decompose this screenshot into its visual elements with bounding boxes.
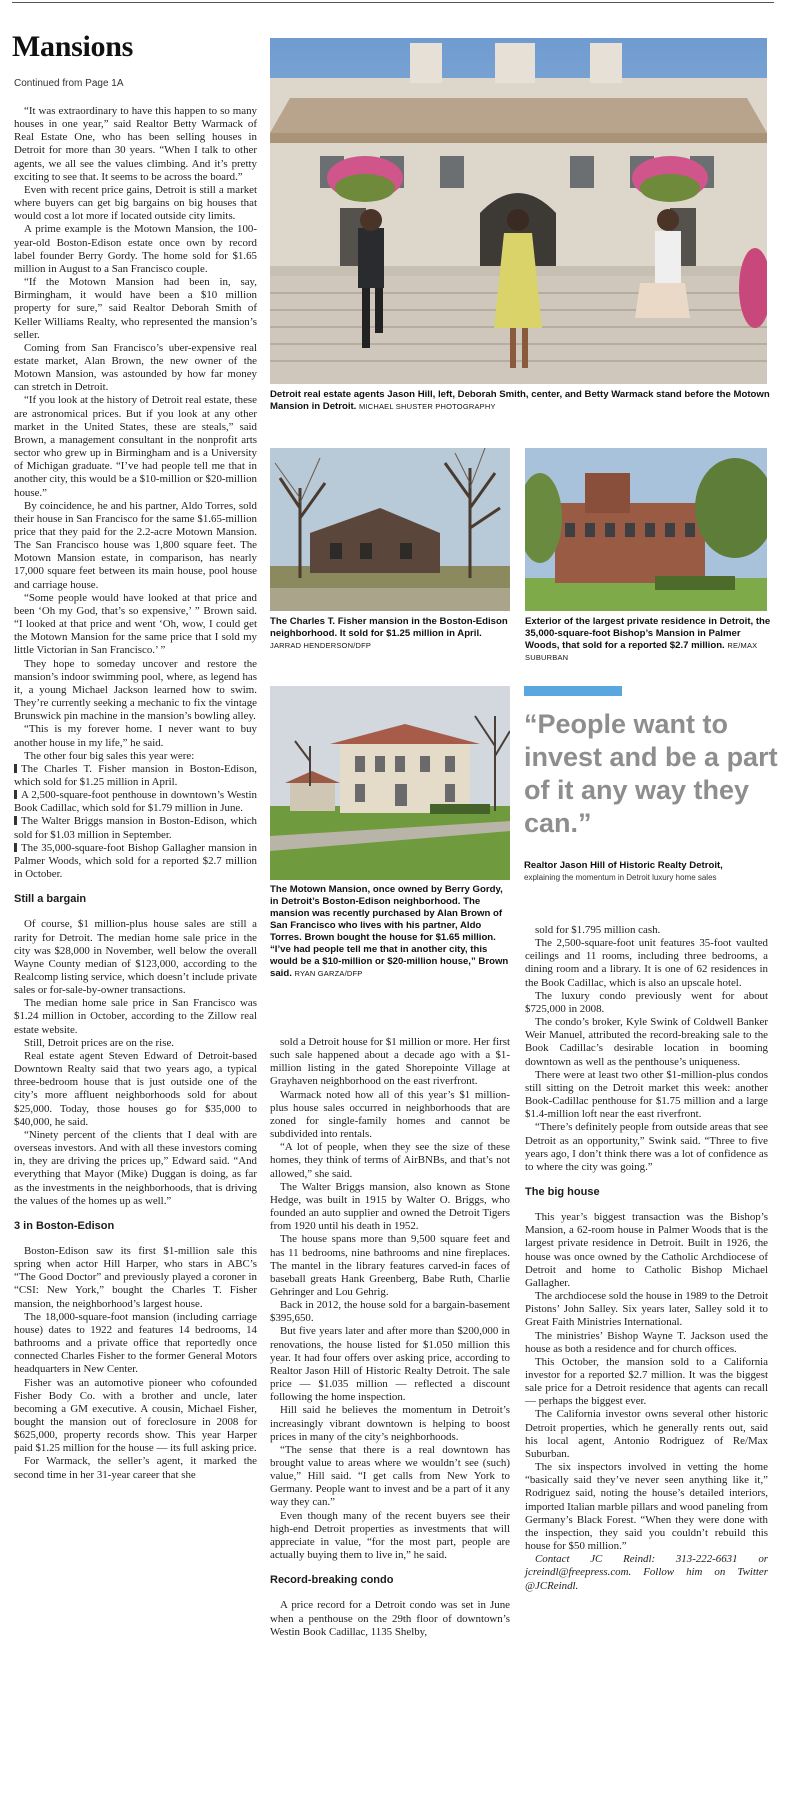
paragraph: The 2,500-square-foot unit features 35-foot vaulted ceilings and 11 rooms, including three bedrooms, a dining room and a library. It is one of 62 residences in the Book Cadillac, which is also an upscale hotel.	[525, 937, 768, 989]
caption-fisher-credit: JARRAD HENDERSON/DFP	[270, 641, 372, 650]
pullquote-subtext: explaining the momentum in Detroit luxury home sales	[524, 873, 717, 882]
paragraph: “Ninety percent of the clients that I deal with are overseas investors. And with all these investors coming in, they are driving the prices up,” Edward said. “And everything that Mayor (Mike) Duggan is doing, as far as the investments in the neighborhoods, that is driving the values of the homes up as well.”	[14, 1128, 257, 1207]
paragraph: They hope to someday uncover and restore the mansion’s indoor swimming pool, where, as legend has it, a young Michael Jackson learned how to swim. They’re currently seeking a mechanic to fix the vintage Brunswick pin machine in the mansion’s bowling alley.	[14, 657, 257, 723]
paragraph: Even with recent price gains, Detroit is still a market where buyers can get big bargains on big houses that would cost a lot more if located outside city limits.	[14, 183, 257, 223]
paragraph: The California investor owns several other historic Detroit properties, which he generally rents out, said his local agent, Antonio Rodriguez of Re/Max Suburban.	[525, 1408, 768, 1460]
paragraph: “This is my forever home. I never want to buy another house in my life,” he said.	[14, 723, 257, 749]
paragraph: Warmack noted how all of this year’s $1 million-plus house sales occurred in neighborhoods that are zoned for single-family homes and cannot be subdivided into rentals.	[270, 1088, 510, 1141]
bullet-text: A 2,500-square-foot penthouse in downtown’s Westin Book Cadillac, which sold for $1.79 million in June.	[14, 789, 257, 815]
headline: Mansions	[12, 30, 133, 63]
paragraph: Of course, $1 million-plus house sales are still a rarity for Detroit. The median home sale price in the city was $28,000 in November, well below the overall Wayne County median of $123,000, according to the Realcomp listing service, which doesn’t include private sales or for-sale-by-owner transactions.	[14, 918, 257, 997]
paragraph: There were at least two other $1-million-plus condos still sitting on the Detroit market this week: another Book-Cadillac penthouse for $1.75 million and a large $1.4-million loft near the east riverfront.	[525, 1068, 768, 1121]
paragraph: Boston-Edison saw its first $1-million sale this spring when actor Hill Harper, who stars in ABC’s “The Good Doctor” and previously played a coroner in “CSI: New York,” bought the Charles T. Fisher mansion, the neighborhood’s largest house.	[14, 1244, 257, 1310]
paragraph: A prime example is the Motown Mansion, the 100-year-old Boston-Edison estate once own by record label founder Berry Gordy. The home sold for $1.65 million in August to a San Francisco couple.	[14, 223, 257, 275]
paragraph: The luxury condo previously went for about $725,000 in 2008.	[525, 989, 768, 1015]
bullet-text: The Walter Briggs mansion in Boston-Edison, which sold for $1.03 million in September.	[14, 815, 257, 841]
paragraph: The condo’s broker, Kyle Swink of Coldwell Banker Weir Manuel, attributed the record-breaking sale to the Book Cadillac’s desirable location in booming downtown as well as the penthouse’s uniqueness.	[525, 1016, 768, 1068]
article-column-1	[14, 105, 257, 1482]
caption-fisher-text: The Charles T. Fisher mansion in the Boston-Edison neighborhood. It sold for $1.25 million in April.	[270, 616, 508, 639]
subhead-still-a-bargain: Still a bargain	[14, 893, 87, 906]
article-column-3	[525, 924, 768, 1593]
bullet-item	[14, 815, 257, 841]
bullet-marker	[14, 816, 17, 825]
author-signoff: Contact JC Reindl: 313-222-6631 or jcreindl@freepress.com. Follow him on Twitter @JCReindl.	[525, 1553, 768, 1592]
paragraph: The Walter Briggs mansion, also known as Stone Hedge, was built in 1915 by Walter O. Briggs, who founded an auto supplier and owned the Detroit Tigers from 1920 until his death in 1952.	[270, 1180, 510, 1233]
bullet-marker	[14, 764, 17, 773]
paragraph: “If the Motown Mansion had been in, say, Birmingham, it would have been a $10 million property for sure,” said Realtor Deborah Smith of Keller Williams Realty, who represented the mansion’s seller.	[14, 276, 257, 341]
caption-main-text: Detroit real estate agents Jason Hill, left, Deborah Smith, center, and Betty Warmack stand before the Motown Mansion in Detroit.	[270, 389, 770, 412]
caption-motown-credit: RYAN GARZA/DFP	[294, 969, 363, 978]
bullet-marker	[14, 843, 17, 852]
paragraph: The house spans more than 9,500 square feet and has 11 bedrooms, nine bathrooms and nine fireplaces. The mantel in the library features carved-in faces of baseball greats Hank Greenberg, Babe Ruth, Charlie Gehringer and Lou Gehrig.	[270, 1233, 510, 1298]
caption-bishop	[525, 616, 775, 664]
article-column-2	[270, 1036, 510, 1639]
paragraph: Coming from San Francisco’s uber-expensive real estate market, Alan Brown, the new owner of the Motown Mansion, was astounded by how far money can stretch in Detroit.	[14, 341, 257, 394]
paragraph: Real estate agent Steven Edward of Detroit-based Downtown Realty said that two years ago, a typical three-bedroom house that is just outside one of the city’s more affluent neighborhoods sold for about $25,000. Today, those houses go for $35,000 to $40,000, he said.	[14, 1049, 257, 1128]
bullet-text: The 35,000-square-foot Bishop Gallagher mansion in Palmer Woods, which sold for a reported $2.7 million in October.	[14, 841, 257, 881]
paragraph: “Some people would have looked at that price and been ‘Oh my God, that’s so expensive,’ ” Brown said. “I looked at that price and went ‘Oh, wow, I could get the Motown Mansion for the same price that I sold my little Victorian in San Francisco.’ ”	[14, 591, 257, 657]
bullet-text: The Charles T. Fisher mansion in Boston-Edison, which sold for $1.25 million in April.	[14, 762, 257, 788]
paragraph: A price record for a Detroit condo was set in June when a penthouse on the 29th floor of downtown’s Westin Book Cadillac, 1135 Shelby,	[270, 1599, 510, 1638]
pullquote-accent-bar	[524, 686, 622, 696]
pullquote-attribution: Realtor Jason Hill of Historic Realty Detroit,	[524, 860, 723, 871]
paragraph: The ministries’ Bishop Wayne T. Jackson used the house as both a residence and for church offices.	[525, 1329, 768, 1355]
paragraph: sold for $1.795 million cash.	[535, 924, 661, 936]
caption-main	[270, 389, 770, 413]
caption-bishop-credit: RE/MAX SUBURBAN	[525, 641, 758, 662]
photo-fisher-mansion	[270, 448, 510, 611]
paragraph: The archdiocese sold the house in 1989 to the Detroit Pistons’ John Salley. Six years later, Salley sold it to Great Faith Ministries International.	[525, 1290, 768, 1329]
caption-main-credit: MICHAEL SHUSTER PHOTOGRAPHY	[359, 402, 496, 411]
bullet-item	[14, 763, 257, 789]
caption-motown	[270, 884, 510, 980]
paragraph: “There’s definitely people from outside areas that see Detroit as an opportunity,” Swink said. “Three to five years ago, I don’t think there was a lot of confidence as to where the city was going.”	[525, 1121, 768, 1173]
paragraph: “The sense that there is a real downtown has brought value to areas where we wouldn’t see (such) value,” Hill said. “I get calls from New York to Germany. People want to invest and be a part of it any way they can.”	[270, 1443, 510, 1509]
paragraph: By coincidence, he and his partner, Aldo Torres, sold their house in San Francisco for the same $1.65-million price that they paid for the 2.2-acre Motown Mansion. The San Francisco house was 1,800 square feet. The Motown Mansion estate, in comparison, has nearly 17,000 square feet between its main house, pool house and carriage house.	[14, 499, 257, 591]
paragraph: “It was extraordinary to have this happen to so many houses in one year,” said Realtor Betty Warmack of Real Estate One, who has been selling houses in Detroit for more than 30 years. “When I talk to other agents, we all see the values climbing. And it’s pretty exciting to see that. It seems to be across the board.”	[14, 105, 257, 183]
paragraph: sold a Detroit house for $1 million or more. Her first such sale happened about a decade ago with a $1-million listing in the gated Shorepointe Village at Grayhaven neighborhood on the east riverfront.	[270, 1036, 510, 1088]
paragraph: Even though many of the recent buyers see their high-end Detroit properties as investments that will appreciate in value, “for the most part, people are actually buying them to live in,” he said.	[270, 1509, 510, 1562]
photo-motown-mansion	[270, 686, 510, 880]
paragraph: This year’s biggest transaction was the Bishop’s Mansion, a 62-room house in Palmer Woods that is the largest private residence in Detroit. Built in 1926, the house was once owned by the Catholic Archdiocese of Detroit and home to Catholic Bishop Michael Gallagher.	[525, 1211, 768, 1289]
paragraph: The 18,000-square-foot mansion (including carriage house) dates to 1922 and features 14 bedrooms, 14 bathrooms and a private office that reportedly once connected Charles Fisher to the former General Motors headquarters in New Center.	[14, 1310, 257, 1376]
pullquote-text: “People want to invest and be a part of it any way they can.”	[524, 709, 778, 838]
bullet-item	[14, 842, 257, 881]
paragraph: Hill said he believes the momentum in Detroit’s increasingly vibrant downtown is helping to boost prices in many of the city’s neighborhoods.	[270, 1404, 510, 1443]
paragraph: Still, Detroit prices are on the rise.	[24, 1036, 175, 1049]
photo-bishop-mansion	[525, 448, 767, 611]
top-rule	[12, 2, 774, 3]
paragraph: For Warmack, the seller’s agent, it marked the second time in her 31-year career that she	[14, 1455, 257, 1481]
paragraph: “If you look at the history of Detroit real estate, these are astronomical prices. But if you look at any other market in the United States, these are steals,” said Brown, a management consultant in the nonprofit arts sector who grew up in Birmingham and is a University of Michigan graduate. “I’ve had people tell me that in another city, this would be a $10-million or $20-million house.”	[14, 394, 257, 499]
paragraph: The other four big sales this year were:	[24, 749, 195, 762]
subhead-boston-edison: 3 in Boston-Edison	[14, 1219, 115, 1232]
subhead-record-condo: Record-breaking condo	[270, 1574, 394, 1587]
paragraph: This October, the mansion sold to a California investor for a reported $2.7 million. It was the biggest sale price for a Detroit residence that agents can recall — perhaps the biggest ever.	[525, 1355, 768, 1408]
paragraph: “A lot of people, when they see the size of these homes, they think of terms of AirBNBs, and that’s not allowed,” she said.	[270, 1141, 510, 1180]
photo-motown-mansion-agents	[270, 38, 767, 384]
subhead-big-house: The big house	[525, 1185, 600, 1198]
paragraph: Fisher was an automotive pioneer who cofounded Fisher Body Co. with a brother and uncle, later becoming a GM executive. A cousin, Michael Fisher, bought the mansion out of foreclosure in 2008 for $625,000, property records show. This year Harper paid $1.25 million for the house — its full asking price.	[14, 1376, 257, 1455]
continued-note: Continued from Page 1A	[14, 78, 124, 89]
bullet-item	[14, 789, 257, 815]
paragraph: The six inspectors involved in vetting the home “basically said they’ve never seen anything like it,” Rodriguez said, noting the house’s detailed interiors, imported Italian marble pillars and wood paneling from Germany’s Black Forest. “When they were done with the inspection, they said you couldn’t rebuild this house for $50 million.”	[525, 1461, 768, 1553]
paragraph: But five years later and after more than $200,000 in renovations, the house listed for $1.050 million this year. It had four offers over asking price, according to Realtor Jason Hill of Historic Realty Detroit. The sale price — $1.035 million — reflected a discount following the home inspection.	[270, 1325, 510, 1404]
paragraph: The median home sale price in San Francisco was $1.24 million in October, according to the Zillow real estate website.	[14, 997, 257, 1036]
paragraph: Back in 2012, the house sold for a bargain-basement $395,650.	[270, 1299, 510, 1325]
caption-bishop-text: Exterior of the largest private residence in Detroit, the 35,000-square-foot Bishop’s Mansion in Palmer Woods, that sold for a reported $2.7 million.	[525, 616, 771, 651]
caption-motown-text: The Motown Mansion, once owned by Berry Gordy, in Detroit’s Boston-Edison neighborhood. The mansion was recently purchased by Alan Brown of San Francisco who lives with his partner, Aldo Torres. Brown bought the house for $1.65 million. “I’ve had people tell me that in another city, this would be a $10-million or $20-million house,” Brown said.	[270, 884, 509, 979]
caption-fisher	[270, 616, 510, 652]
bullet-marker	[14, 790, 17, 799]
